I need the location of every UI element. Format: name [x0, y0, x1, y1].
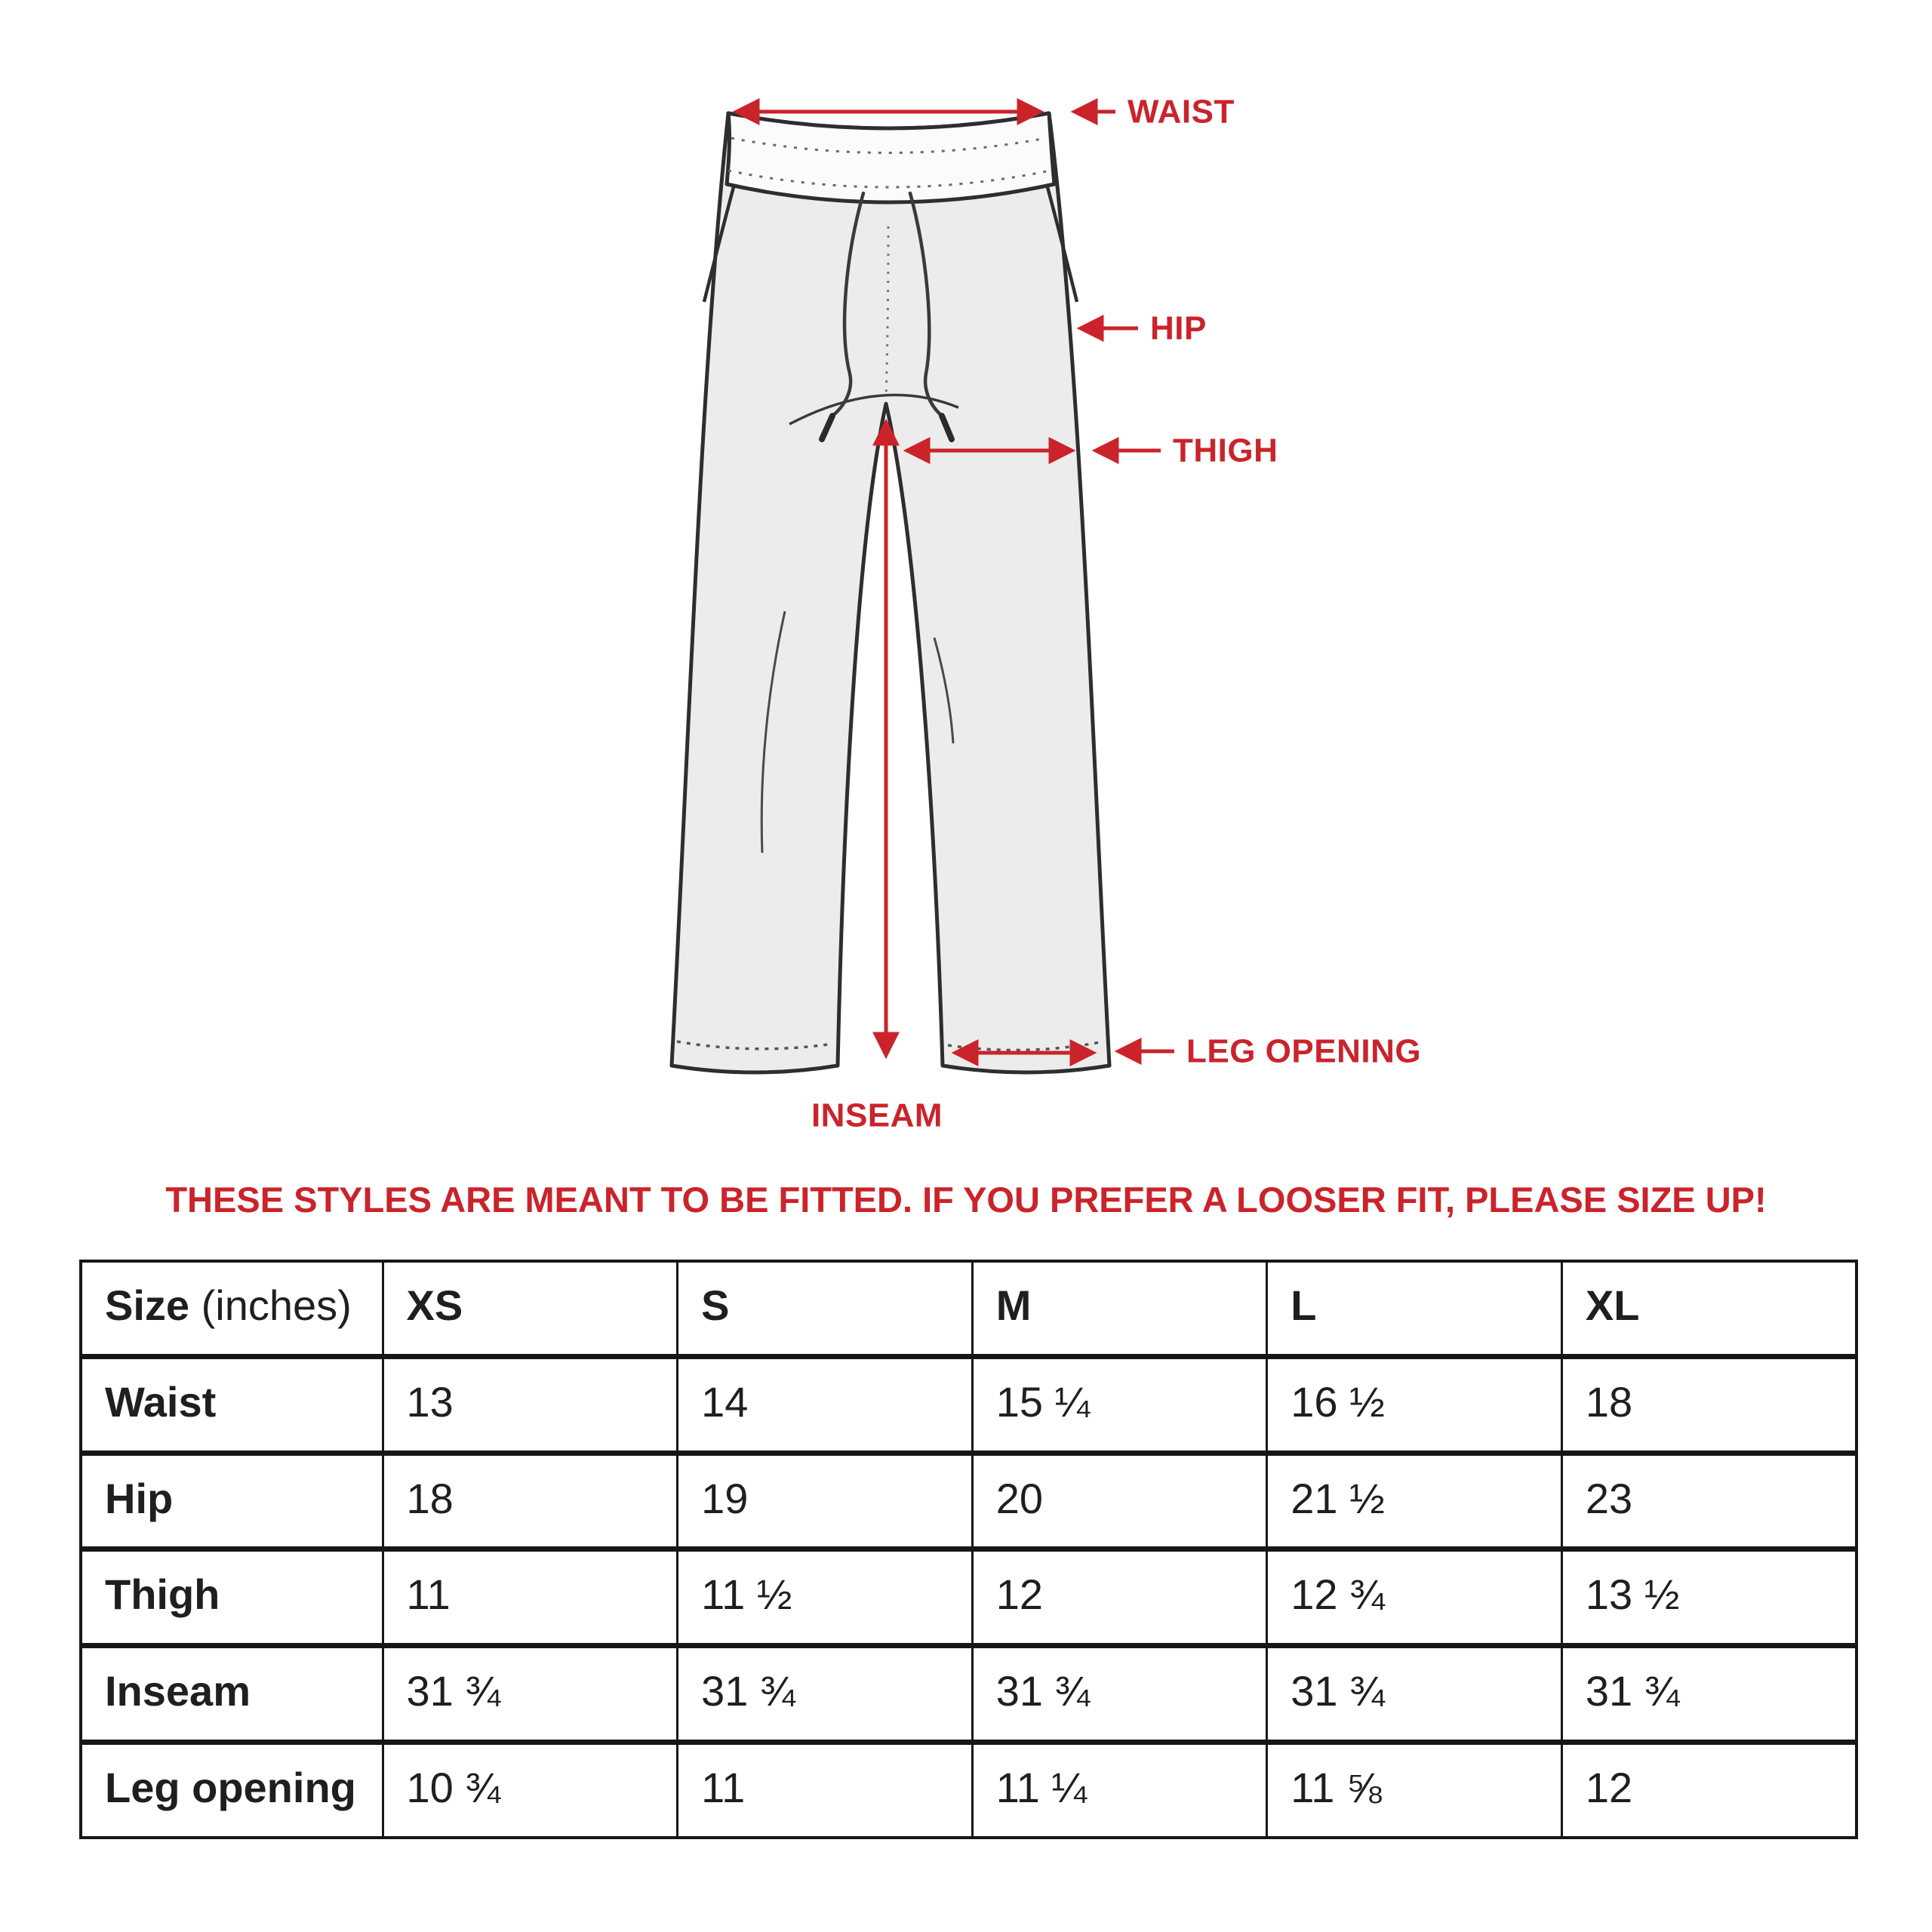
hip-l-value: 21 ½: [1267, 1453, 1562, 1549]
table-row-hip: [81, 1453, 1857, 1549]
waistband: [727, 113, 1054, 202]
waist-xs-value: 13: [383, 1356, 678, 1453]
thigh-xl-value: 13 ½: [1561, 1549, 1857, 1646]
hip-m-value: 20: [972, 1453, 1267, 1549]
thigh-m-value: 12: [972, 1549, 1267, 1646]
col-header-s: S: [678, 1261, 973, 1356]
hip-xl-value: 23: [1561, 1453, 1857, 1549]
header-row: [81, 1261, 1857, 1356]
waist-s-value: 14: [678, 1356, 973, 1453]
waist-label: WAIST: [1128, 93, 1235, 131]
leg-opening-xl-value: 12: [1561, 1742, 1857, 1837]
row-label-hip: Hip: [81, 1453, 383, 1549]
size-chart-table: [79, 1260, 1858, 1839]
col-header-l: L: [1267, 1261, 1562, 1356]
leg-opening-l-value: 11 ⅝: [1267, 1742, 1562, 1837]
row-label-waist: Waist: [81, 1356, 383, 1453]
inseam-s-value: 31 ¾: [678, 1646, 973, 1743]
inseam-xl-value: 31 ¾: [1561, 1646, 1857, 1743]
hip-label: HIP: [1150, 309, 1207, 347]
fit-warning-text: THESE STYLES ARE MEANT TO BE FITTED. IF YOU PREFER A LOOSER FIT, PLEASE SIZE UP!: [165, 1180, 1767, 1220]
leg-opening-s-value: 11: [678, 1742, 973, 1837]
hip-s-value: 19: [678, 1453, 973, 1549]
inseam-m-value: 31 ¾: [972, 1646, 1267, 1743]
size-chart-section: [79, 1260, 1858, 1839]
hip-xs-value: 18: [383, 1453, 678, 1549]
table-row-inseam: [81, 1646, 1857, 1743]
col-header-xl: XL: [1561, 1261, 1857, 1356]
table-row-waist: [81, 1356, 1857, 1453]
thigh-xs-value: 11: [383, 1549, 678, 1646]
col-header-xs: XS: [383, 1261, 678, 1356]
size-header-units: (inches): [189, 1281, 352, 1329]
size-header-cell: [81, 1261, 383, 1356]
waist-m-value: 15 ¼: [972, 1356, 1267, 1453]
pants-outline: [672, 113, 1109, 1072]
size-header-bold: Size: [105, 1281, 190, 1329]
inseam-label: INSEAM: [811, 1097, 943, 1134]
table-row-thigh: [81, 1549, 1857, 1646]
table-row-leg-opening: [81, 1742, 1857, 1837]
inseam-l-value: 31 ¾: [1267, 1646, 1562, 1743]
col-header-m: M: [972, 1261, 1267, 1356]
thigh-label: THIGH: [1173, 432, 1278, 469]
inseam-xs-value: 31 ¾: [383, 1646, 678, 1743]
waist-l-value: 16 ½: [1267, 1356, 1562, 1453]
row-label-leg-opening: Leg opening: [81, 1742, 383, 1837]
row-label-inseam: Inseam: [81, 1646, 383, 1743]
thigh-s-value: 11 ½: [678, 1549, 973, 1646]
leg-opening-m-value: 11 ¼: [972, 1742, 1267, 1837]
thigh-l-value: 12 ¾: [1267, 1549, 1562, 1646]
row-label-thigh: Thigh: [81, 1549, 383, 1646]
leg-opening-label: LEG OPENING: [1186, 1032, 1422, 1070]
leg-opening-xs-value: 10 ¾: [383, 1742, 678, 1837]
waist-xl-value: 18: [1561, 1356, 1857, 1453]
